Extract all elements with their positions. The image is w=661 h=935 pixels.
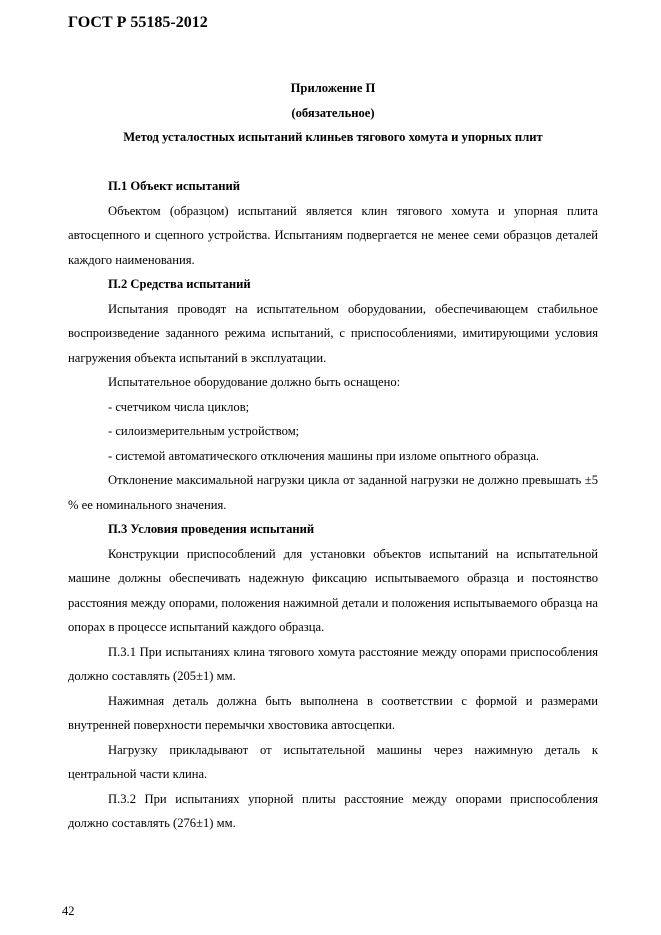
document-body bbox=[68, 174, 598, 836]
section-2-paragraph-3: Отклонение максимальной нагрузки цикла от заданной нагрузки не должно превышать ±5 % ее номинального значения. bbox=[68, 473, 598, 512]
section-2-list-item-2: - силоизмерительным устройством; bbox=[108, 424, 300, 438]
section-3-heading: П.3 Условия проведения испытаний bbox=[108, 522, 315, 536]
section-2-list-item-3: - системой автоматического отключения машины при изломе опытного образца. bbox=[108, 448, 540, 463]
page-number: 42 bbox=[62, 904, 75, 918]
section-3-paragraph-4: Нагрузку прикладывают от испытательной машины через нажимную деталь к центральной части клина. bbox=[68, 742, 598, 781]
appendix-title: Приложение П bbox=[290, 81, 376, 95]
section-3-paragraph-3: Нажимная деталь должна быть выполнена в соответствии с формой и размерами внутренней поверхности перемычки хвостовика автосцепки. bbox=[68, 693, 598, 732]
document-header: ГОСТ Р 55185-2012 bbox=[68, 14, 208, 31]
appendix-status: (обязательное) bbox=[291, 105, 375, 120]
section-3-2-paragraph: П.3.2 При испытаниях упорной плиты расстояние между опорами приспособления должно составлять (276±1) мм. bbox=[68, 791, 598, 830]
appendix-title-block bbox=[68, 76, 598, 150]
appendix-name: Метод усталостных испытаний клиньев тягового хомута и упорных плит bbox=[123, 130, 543, 144]
section-3-paragraph-1: Конструкции приспособлений для установки объектов испытаний на испытательной машине должны обеспечивать надежную фиксацию испытываемого образца и постоянство расстояния между опорами, положения нажимной детали и положения испытываемого образца на опорах в процессе испытаний каждого образца. bbox=[68, 546, 598, 634]
section-2-paragraph-2: Испытательное оборудование должно быть оснащено: bbox=[108, 375, 401, 389]
section-3-1-paragraph: П.3.1 При испытаниях клина тягового хомута расстояние между опорами приспособления должно составлять (205±1) мм. bbox=[68, 644, 598, 683]
section-2-heading: П.2 Средства испытаний bbox=[108, 277, 251, 291]
section-2-paragraph-1: Испытания проводят на испытательном оборудовании, обеспечивающем стабильное воспроизведение заданного режима испытаний, с приспособлениями, имитирующими условия нагружения объекта испытаний в эксплуатации. bbox=[68, 301, 598, 365]
section-1-heading: П.1 Объект испытаний bbox=[108, 179, 241, 193]
section-2-list-item-1: - счетчиком числа циклов; bbox=[108, 399, 250, 414]
section-1-paragraph: Объектом (образцом) испытаний является клин тягового хомута и упорная плита автосцепного и сцепного устройства. Испытаниям подвергается не менее семи образцов деталей каждого наименования. bbox=[68, 203, 598, 267]
